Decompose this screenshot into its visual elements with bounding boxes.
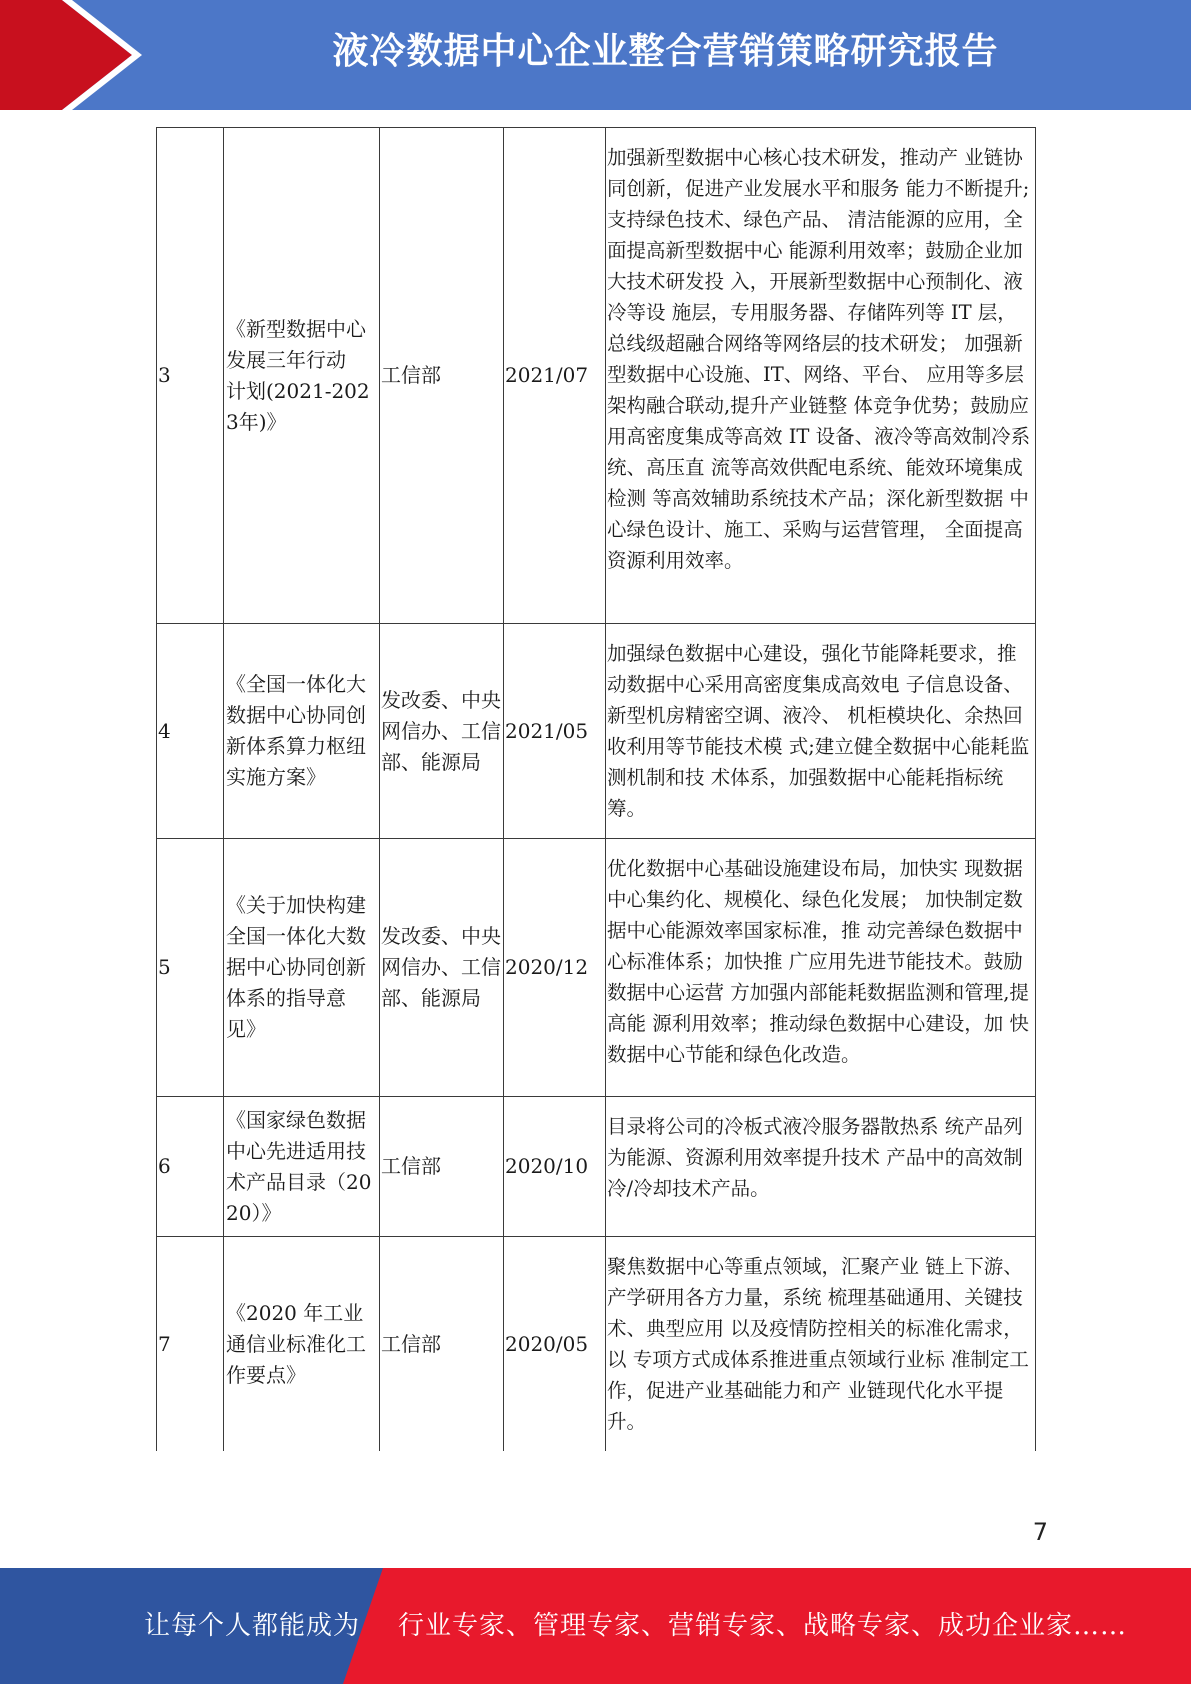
- policy-description: 优化数据中心基础设施建设布局，加快实 现数据中心集约化、规模化、绿色化发展； 加快制定数据中心能源效率国家标准，推 动完善绿色数据中心标准体系；加快推 广应用先进节能技术。鼓励数据中心运营 方加强内部能耗数据监测和管理,提高能 源利用效率；推动绿色数据中心建设，加 快数据中心节能和绿色化改造。: [606, 839, 1036, 1097]
- row-number: 4: [157, 624, 224, 839]
- policy-name: 《新型数据中心发展三年行动 计划(2021-2023年)》: [224, 128, 380, 624]
- report-title: 液冷数据中心企业整合营销策略研究报告: [332, 31, 999, 72]
- policy-name: 《2020 年工业通信业标准化工作要点》: [224, 1237, 380, 1452]
- table-row: [157, 624, 1036, 839]
- table-row: [157, 839, 1036, 1097]
- policy-name: 《国家绿色数据中心先进适用技术产品目录（2020）》: [224, 1097, 380, 1237]
- issuing-department: 工信部: [380, 128, 504, 624]
- policy-table: [156, 127, 1036, 1451]
- issuing-department: 工信部: [380, 1237, 504, 1452]
- row-number: 7: [157, 1237, 224, 1452]
- page-header: [0, 0, 1191, 110]
- issuing-department: 发改委、中央网信办、工信部、能源局: [380, 839, 504, 1097]
- issuing-department: 工信部: [380, 1097, 504, 1237]
- table-row: [157, 128, 1036, 624]
- table-row: [157, 1097, 1036, 1237]
- footer-slogan-roles: 行业专家、管理专家、营销专家、战略专家、成功企业家……: [398, 1611, 1128, 1641]
- footer-slogan-lead: 让每个人都能成为: [144, 1611, 361, 1641]
- issue-date: 2020/12: [504, 839, 606, 1097]
- policy-description: 加强绿色数据中心建设，强化节能降耗要求，推动数据中心采用高密度集成高效电 子信息设备、新型机房精密空调、液冷、 机柜模块化、余热回收利用等节能技术模 式;建立健全数据中心能耗监测机制和技 术体系，加强数据中心能耗指标统筹。: [606, 624, 1036, 839]
- policy-name: 《关于加快构建全国一体化大数据中心协同创新体系的指导意见》: [224, 839, 380, 1097]
- issue-date: 2021/05: [504, 624, 606, 839]
- issue-date: 2021/07: [504, 128, 606, 624]
- row-number: 5: [157, 839, 224, 1097]
- policy-description: 目录将公司的冷板式液冷服务器散热系 统产品列为能源、资源利用效率提升技术 产品中的高效制冷/冷却技术产品。: [606, 1097, 1036, 1237]
- policy-name: 《全国一体化大数据中心协同创新体系算力枢纽实施方案》: [224, 624, 380, 839]
- issuing-department: 发改委、中央网信办、工信部、能源局: [380, 624, 504, 839]
- row-number: 3: [157, 128, 224, 624]
- table-row: [157, 1237, 1036, 1452]
- page-footer: [0, 1568, 1191, 1684]
- issue-date: 2020/10: [504, 1097, 606, 1237]
- page-number: 7: [1032, 1518, 1048, 1546]
- issue-date: 2020/05: [504, 1237, 606, 1452]
- policy-description: 加强新型数据中心核心技术研发，推动产 业链协同创新，促进产业发展水平和服务 能力不断提升;支持绿色技术、绿色产品、 清洁能源的应用，全面提高新型数据中心 能源利用效率；鼓励企业加大技术研发投 入，开展新型数据中心预制化、液冷等设 施层，专用服务器、存储阵列等 IT 层， 总线级超融合网络等网络层的技术研发； 加强新型数据中心设施、IT、网络、平台、 应用等多层架构融合联动,提升产业链整 体竞争优势；鼓励应用高密度集成等高效 IT 设备、液冷等高效制冷系统、高压直 流等高效供配电系统、能效环境集成检测 等高效辅助系统技术产品；深化新型数据 中心绿色设计、施工、采购与运营管理， 全面提高资源利用效率。: [606, 128, 1036, 624]
- row-number: 6: [157, 1097, 224, 1237]
- policy-description: 聚焦数据中心等重点领域，汇聚产业 链上下游、产学研用各方力量，系统 梳理基础通用、关键技术、典型应用 以及疫情防控相关的标准化需求，以 专项方式成体系推进重点领域行业标 准制定工作，促进产业基础能力和产 业链现代化水平提升。: [606, 1237, 1036, 1452]
- header-chevron-icon: [0, 0, 160, 110]
